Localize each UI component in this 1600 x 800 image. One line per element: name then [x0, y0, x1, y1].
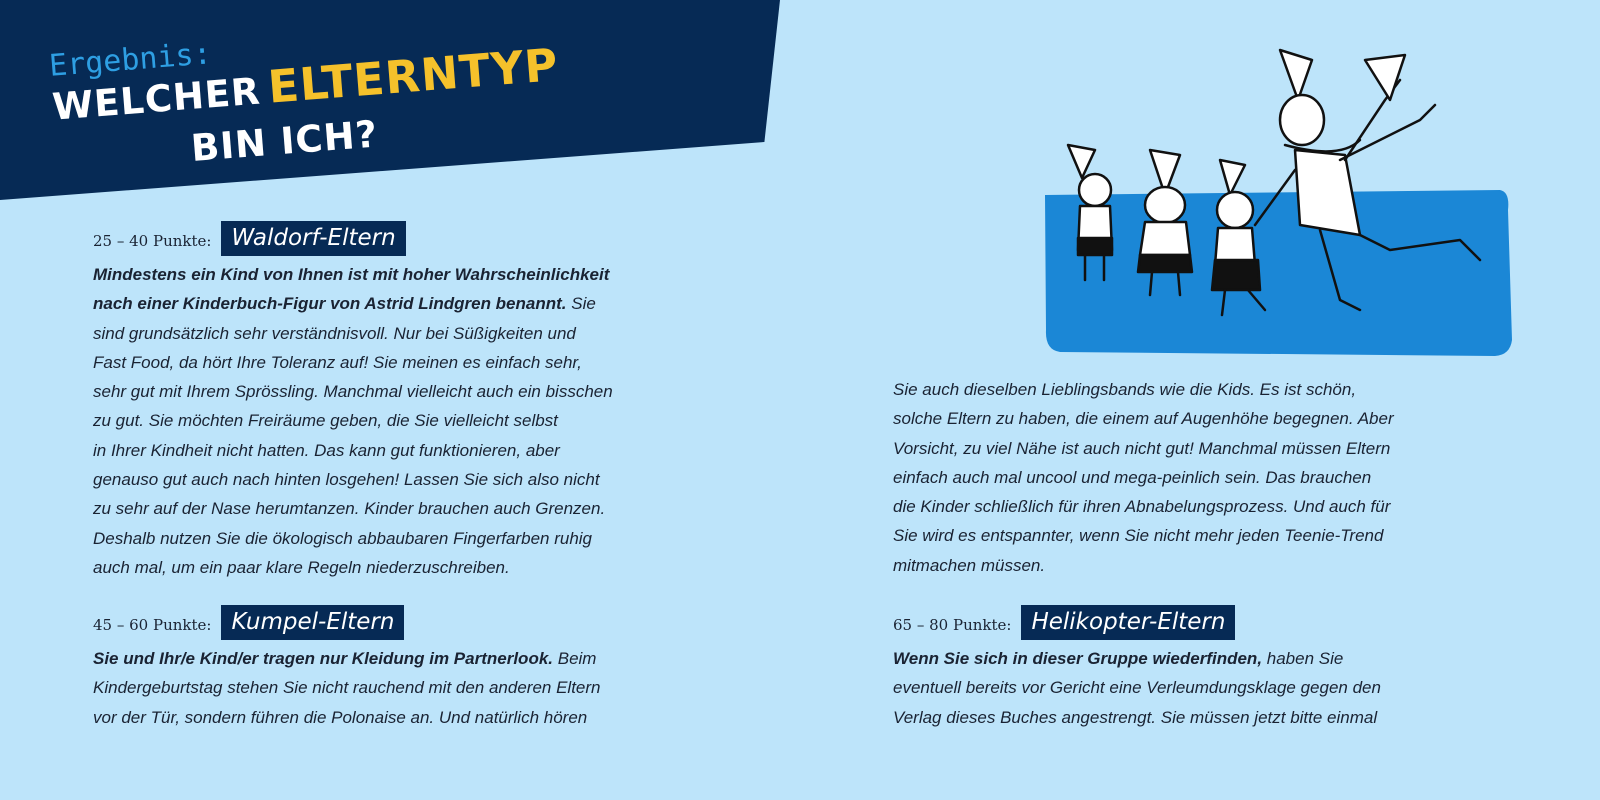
parent-type-label: Helikopter-Eltern — [1021, 605, 1235, 640]
title-word-welcher: WELCHER — [50, 69, 263, 129]
section-heading — [93, 220, 733, 256]
bold-intro: Sie und Ihr/e Kind/er tragen nur Kleidung im Partnerlook. — [93, 649, 554, 668]
continuation-text — [893, 375, 1533, 580]
text-line: in Ihrer Kindheit nicht hatten. Das kann gut funktionieren, aber — [93, 440, 560, 460]
text-line: Sie und Ihr/e Kind/er tragen nur Kleidung im Partnerlook. Beim — [93, 649, 597, 668]
section-body — [93, 644, 733, 732]
text-line: eventuell bereits vor Gericht eine Verleumdungsklage gegen den — [893, 678, 1381, 698]
text-line: solche Eltern zu haben, die einem auf Augenhöhe begegnen. Aber — [893, 409, 1394, 429]
text-line: die Kinder schließlich für ihren Abnabelungsprozess. Und auch für — [893, 497, 1391, 517]
section-body — [893, 644, 1533, 732]
points-range: 65 – 80 Punkte: — [893, 616, 1012, 634]
text-line: Deshalb nutzen Sie die ökologisch abbaubaren Fingerfarben ruhig — [93, 528, 593, 548]
text-line: Sie wird es entspannter, wenn Sie nicht mehr jeden Teenie-Trend — [893, 526, 1384, 546]
section-kumpel — [93, 604, 733, 732]
title-kicker: Ergebnis: — [47, 36, 213, 84]
text-line: Vorsicht, zu viel Nähe ist auch nicht gut! Manchmal müssen Eltern — [893, 438, 1391, 458]
section-body — [93, 260, 733, 582]
text-line: sind grundsätzlich sehr verständnisvoll. Nur bei Süßigkeiten und — [93, 323, 576, 343]
parent-type-label: Kumpel-Eltern — [221, 605, 404, 640]
parent-type-label: Waldorf-Eltern — [221, 221, 405, 256]
text-line: mitmachen müssen. — [893, 555, 1046, 575]
bold-intro: Wenn Sie sich in dieser Gruppe wiederfinden, — [893, 649, 1263, 668]
party-family-illustration — [1040, 10, 1540, 370]
title-word-elterntyp: ELTERNTYP — [266, 38, 561, 114]
text-line: auch mal, um ein paar klare Regeln niederzuschreiben. — [93, 557, 510, 577]
text-line: vor der Tür, sondern führen die Polonaise an. Und natürlich hören — [93, 707, 588, 727]
text-line: Verlag dieses Buches angestrengt. Sie müssen jetzt bitte einmal — [893, 707, 1378, 727]
text-line: Sie auch dieselben Lieblingsbands wie die Kids. Es ist schön, — [893, 380, 1357, 399]
section-helikopter — [893, 604, 1533, 732]
text-line: Wenn Sie sich in dieser Gruppe wiederfinden, haben Sie — [893, 649, 1344, 668]
section-waldorf — [93, 220, 733, 582]
text-line: sehr gut mit Ihrem Sprössling. Manchmal vielleicht auch ein bisschen — [93, 382, 613, 402]
section-heading — [893, 604, 1533, 640]
text-line: zu gut. Sie möchten Freiräume geben, die Sie vielleicht selbst — [93, 411, 558, 431]
title-line-2: BIN ICH? — [189, 112, 380, 171]
bold-intro: nach einer Kinderbuch-Figur von Astrid Lindgren benannt. — [93, 294, 567, 314]
text-line: Kindergeburtstag stehen Sie nicht rauchend mit den anderen Eltern — [93, 678, 601, 698]
text-line: genauso gut auch nach hinten losgehen! Lassen Sie sich also nicht — [93, 470, 600, 490]
points-range: 25 – 40 Punkte: — [93, 232, 212, 250]
points-range: 45 – 60 Punkte: — [93, 616, 212, 634]
text-line: nach einer Kinderbuch-Figur von Astrid Lindgren benannt. Sie — [93, 294, 596, 314]
text-line: zu sehr auf der Nase herumtanzen. Kinder brauchen auch Grenzen. — [93, 499, 606, 519]
text-line: Fast Food, da hört Ihre Toleranz auf! Sie meinen es einfach sehr, — [93, 352, 582, 372]
text-line: einfach auch mal uncool und mega-peinlich sein. Das brauchen — [893, 467, 1372, 487]
blue-paint-splash — [1045, 190, 1512, 356]
section-heading — [93, 604, 733, 640]
text-line — [93, 260, 733, 289]
bold-intro: Mindestens ein Kind von Ihnen ist mit hoher Wahrscheinlichkeit — [93, 265, 610, 284]
